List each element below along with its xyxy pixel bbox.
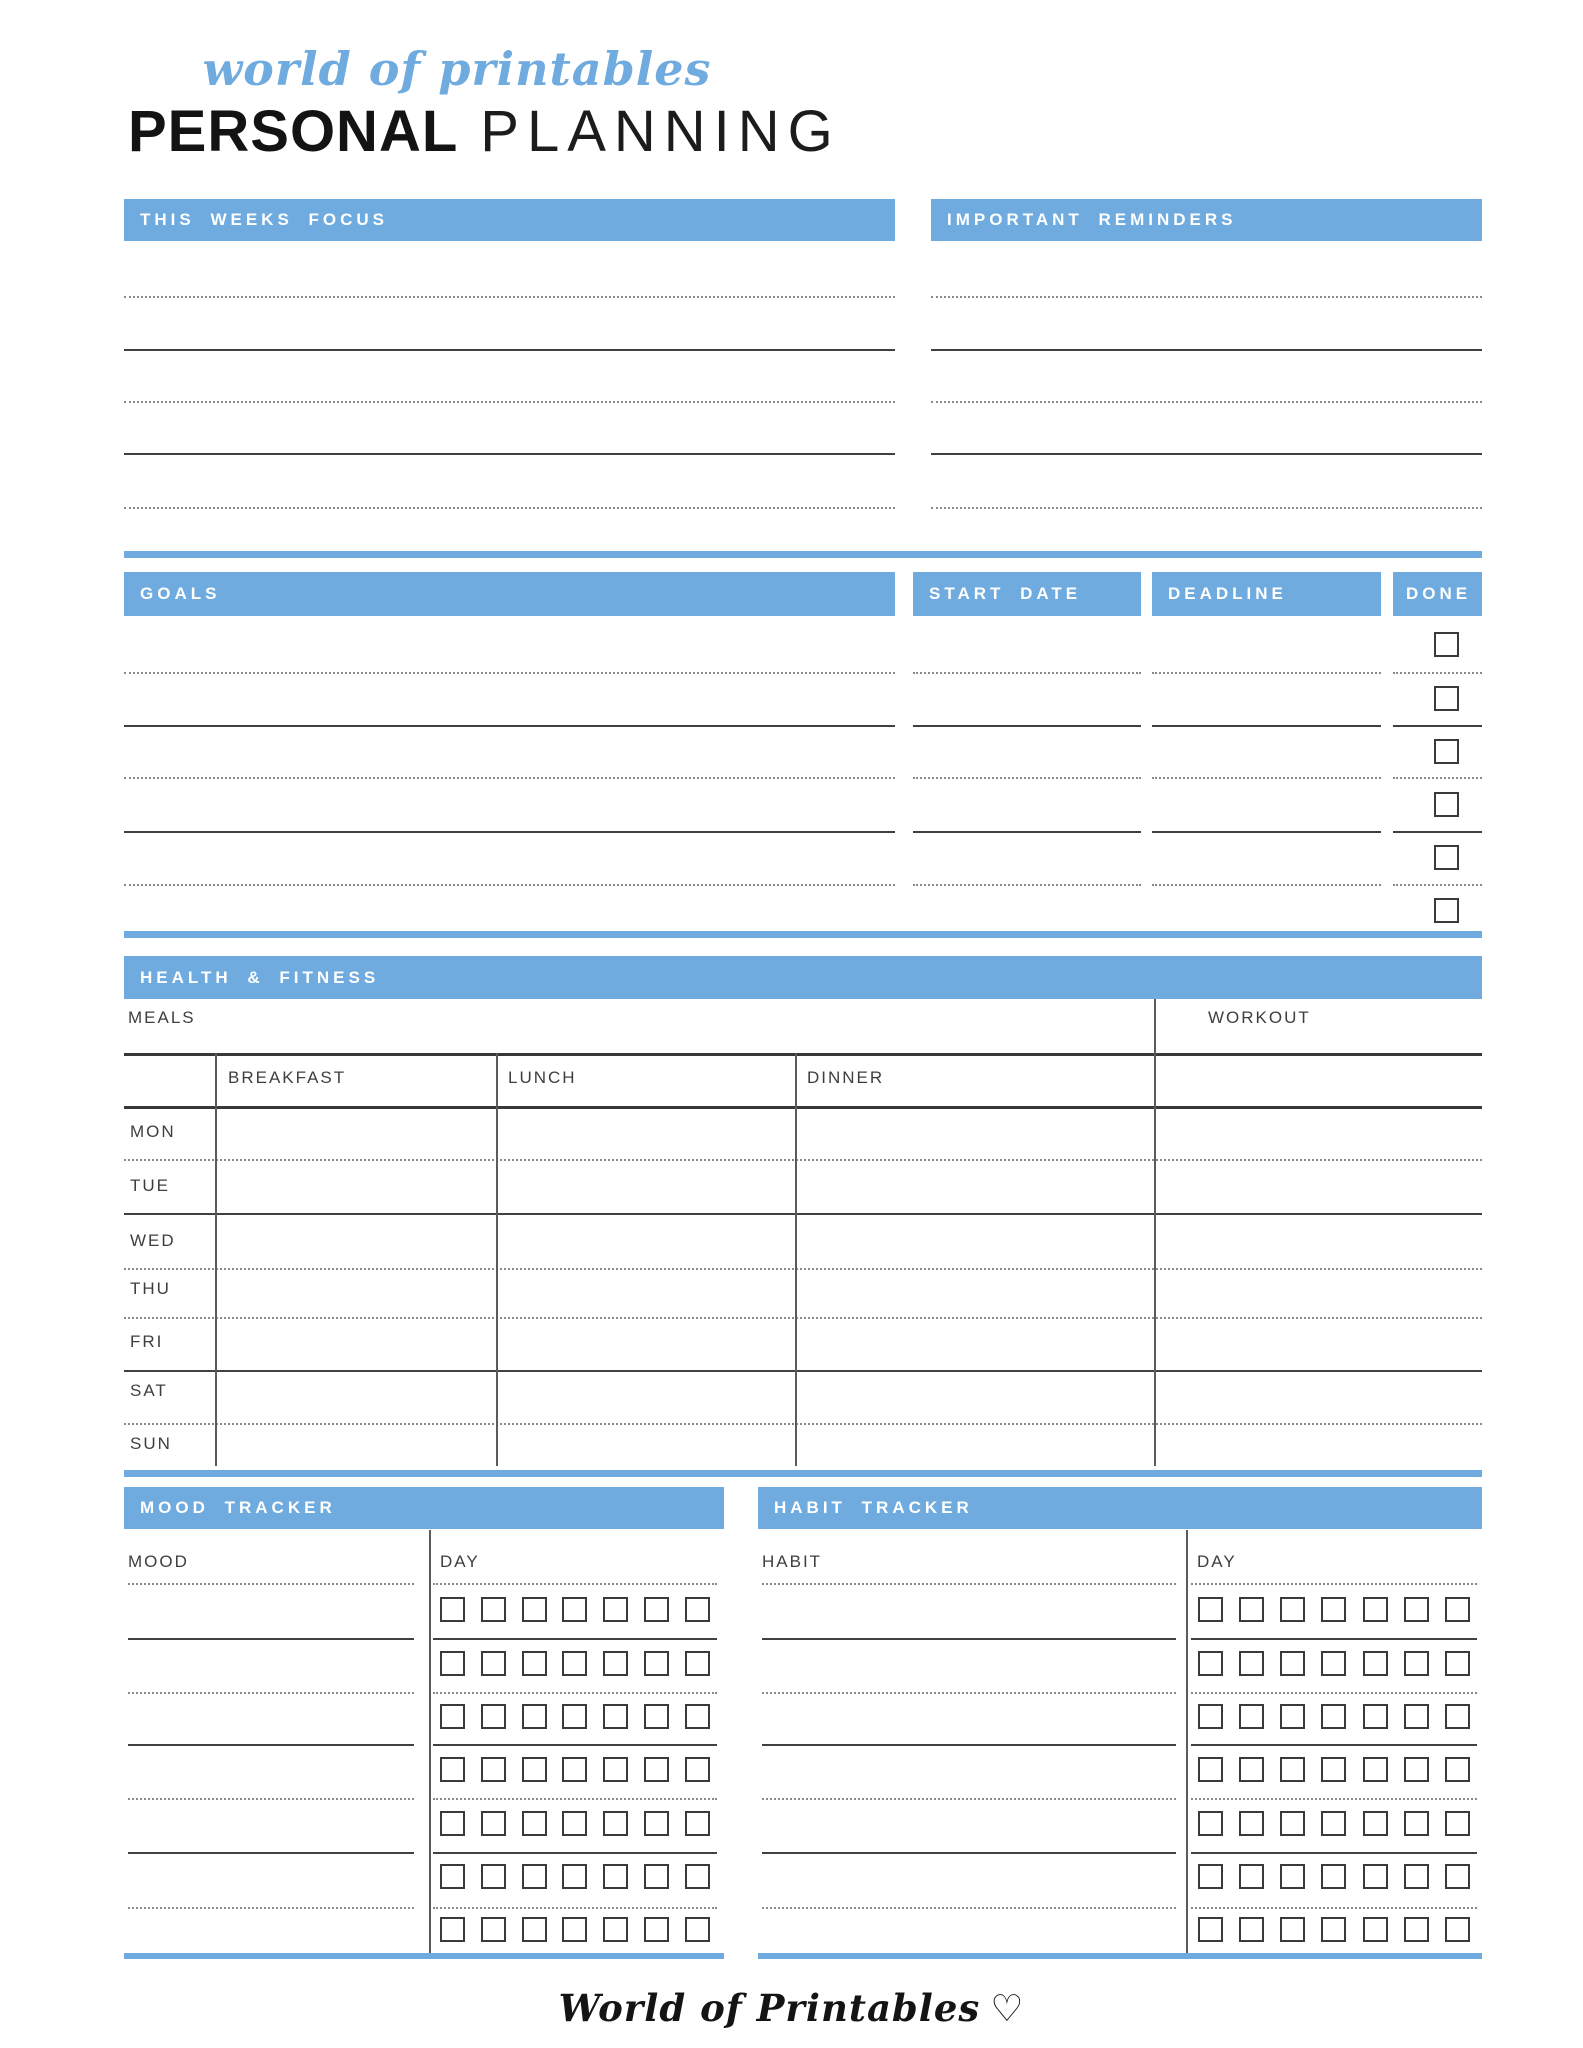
mood-day-column-label: DAY (440, 1552, 480, 1571)
tracker-line (433, 1692, 717, 1694)
mood-day-checkbox[interactable] (644, 1597, 669, 1622)
tracker-line (433, 1744, 717, 1746)
goal-done-checkbox[interactable] (1434, 739, 1459, 764)
habit-tracker-header: HABIT TRACKER (758, 1487, 1482, 1529)
mood-day-checkbox[interactable] (481, 1864, 506, 1889)
day-row-label-sat: SAT (130, 1381, 168, 1400)
habit-day-checkbox[interactable] (1445, 1917, 1470, 1942)
goal-writing-line (124, 777, 895, 779)
tracker-line (1191, 1907, 1477, 1909)
writing-line (124, 296, 895, 298)
page-title-bold: PERSONAL (128, 99, 459, 164)
column-divider-line (429, 1530, 431, 1953)
breakfast-column-label: BREAKFAST (228, 1068, 347, 1087)
goal-writing-line (1393, 777, 1482, 779)
habit-day-checkbox[interactable] (1445, 1704, 1470, 1729)
habit-day-checkbox[interactable] (1321, 1811, 1346, 1836)
mood-day-checkbox[interactable] (562, 1811, 587, 1836)
day-row-label-thu: THU (130, 1279, 171, 1298)
meal-table-line (124, 1317, 1482, 1319)
mood-day-checkbox[interactable] (603, 1597, 628, 1622)
habit-day-checkbox[interactable] (1239, 1811, 1264, 1836)
checkbox-row (1198, 1704, 1470, 1729)
habit-day-checkbox[interactable] (1445, 1864, 1470, 1889)
dinner-column-label: DINNER (807, 1068, 885, 1087)
mood-day-checkbox[interactable] (685, 1864, 710, 1889)
day-row-label-fri: FRI (130, 1332, 164, 1351)
column-divider-line (1154, 999, 1156, 1466)
habit-day-checkbox[interactable] (1280, 1917, 1305, 1942)
goal-done-checkbox[interactable] (1434, 632, 1459, 657)
habit-day-checkbox[interactable] (1280, 1704, 1305, 1729)
habit-day-checkbox[interactable] (1198, 1811, 1223, 1836)
tracker-line (1191, 1744, 1477, 1746)
mood-day-checkbox[interactable] (562, 1917, 587, 1942)
mood-day-checkbox[interactable] (685, 1597, 710, 1622)
tracker-line (433, 1852, 717, 1854)
habit-day-checkbox[interactable] (1239, 1864, 1264, 1889)
mood-day-checkbox[interactable] (440, 1811, 465, 1836)
mood-day-checkbox[interactable] (603, 1704, 628, 1729)
section-divider (124, 1470, 1482, 1477)
mood-day-checkbox[interactable] (440, 1757, 465, 1782)
mood-day-checkbox[interactable] (603, 1917, 628, 1942)
habit-day-checkbox[interactable] (1239, 1704, 1264, 1729)
habit-day-checkbox[interactable] (1404, 1597, 1429, 1622)
goal-writing-line (1152, 831, 1381, 833)
writing-line (931, 453, 1482, 455)
checkbox-row (440, 1704, 710, 1729)
habit-day-checkbox[interactable] (1404, 1864, 1429, 1889)
goal-writing-line (124, 725, 895, 727)
mood-day-checkbox[interactable] (440, 1864, 465, 1889)
mood-day-checkbox[interactable] (562, 1651, 587, 1676)
lunch-column-label: LUNCH (508, 1068, 577, 1087)
habit-day-checkbox[interactable] (1321, 1864, 1346, 1889)
mood-day-checkbox[interactable] (644, 1917, 669, 1942)
tracker-line (1191, 1583, 1477, 1585)
meal-table-line (124, 1423, 1482, 1425)
goal-writing-line (1152, 725, 1381, 727)
checkbox-row (440, 1917, 710, 1942)
mood-day-checkbox[interactable] (522, 1757, 547, 1782)
goal-writing-line (124, 672, 895, 674)
goals-header: GOALS (124, 572, 895, 616)
habit-day-checkbox[interactable] (1321, 1597, 1346, 1622)
goal-writing-line (124, 831, 895, 833)
tracker-line (128, 1852, 414, 1854)
habit-day-checkbox[interactable] (1239, 1757, 1264, 1782)
brand-script-logo: world of printables (202, 42, 712, 96)
tracker-line (1191, 1638, 1477, 1640)
workout-label: WORKOUT (1208, 1008, 1311, 1027)
mood-day-checkbox[interactable] (603, 1651, 628, 1676)
tracker-line (762, 1798, 1176, 1800)
day-row-label-mon: MON (130, 1122, 176, 1141)
checkbox-row (440, 1757, 710, 1782)
mood-day-checkbox[interactable] (644, 1651, 669, 1676)
habit-tracker-bottom-bar (758, 1953, 1482, 1959)
mood-day-checkbox[interactable] (481, 1917, 506, 1942)
tracker-line (1191, 1798, 1477, 1800)
habit-day-checkbox[interactable] (1363, 1704, 1388, 1729)
mood-day-checkbox[interactable] (522, 1597, 547, 1622)
start-date-header: START DATE (913, 572, 1141, 616)
mood-day-checkbox[interactable] (685, 1704, 710, 1729)
done-header: DONE (1393, 572, 1482, 616)
goal-done-checkbox[interactable] (1434, 686, 1459, 711)
tracker-line (762, 1692, 1176, 1694)
mood-day-checkbox[interactable] (522, 1651, 547, 1676)
goal-done-checkbox[interactable] (1434, 845, 1459, 870)
habit-day-checkbox[interactable] (1363, 1917, 1388, 1942)
tracker-line (762, 1907, 1176, 1909)
mood-day-checkbox[interactable] (481, 1597, 506, 1622)
habit-day-checkbox[interactable] (1321, 1651, 1346, 1676)
writing-line (931, 401, 1482, 403)
important-reminders-header: IMPORTANT REMINDERS (931, 199, 1482, 241)
checkbox-row (1198, 1864, 1470, 1889)
checkbox-row (440, 1651, 710, 1676)
habit-day-column-label: DAY (1197, 1552, 1237, 1571)
goal-writing-line (1152, 672, 1381, 674)
mood-day-checkbox[interactable] (644, 1811, 669, 1836)
tracker-line (1191, 1692, 1477, 1694)
footer-logo-text: World of Printables (558, 1986, 981, 2030)
habit-day-checkbox[interactable] (1198, 1864, 1223, 1889)
mood-day-checkbox[interactable] (685, 1811, 710, 1836)
goal-done-checkbox[interactable] (1434, 898, 1459, 923)
habit-day-checkbox[interactable] (1363, 1811, 1388, 1836)
mood-day-checkbox[interactable] (522, 1704, 547, 1729)
meal-table-line (124, 1106, 1482, 1109)
tracker-line (762, 1583, 1176, 1585)
page-title-light: PLANNING (480, 99, 841, 164)
mood-tracker-bottom-bar (124, 1953, 724, 1959)
writing-line (124, 349, 895, 351)
column-divider-line (795, 1053, 797, 1466)
section-divider (124, 551, 1482, 558)
tracker-line (128, 1744, 414, 1746)
checkbox-row (440, 1597, 710, 1622)
habit-day-checkbox[interactable] (1445, 1757, 1470, 1782)
habit-day-checkbox[interactable] (1198, 1597, 1223, 1622)
goal-writing-line (124, 884, 895, 886)
mood-day-checkbox[interactable] (481, 1811, 506, 1836)
habit-day-checkbox[interactable] (1363, 1597, 1388, 1622)
habit-day-checkbox[interactable] (1198, 1917, 1223, 1942)
habit-day-checkbox[interactable] (1404, 1757, 1429, 1782)
mood-day-checkbox[interactable] (685, 1757, 710, 1782)
mood-day-checkbox[interactable] (481, 1757, 506, 1782)
mood-day-checkbox[interactable] (603, 1757, 628, 1782)
writing-line (931, 349, 1482, 351)
writing-line (124, 453, 895, 455)
checkbox-row (440, 1864, 710, 1889)
habit-day-checkbox[interactable] (1404, 1811, 1429, 1836)
habit-day-checkbox[interactable] (1239, 1917, 1264, 1942)
checkbox-row (1198, 1811, 1470, 1836)
heart-icon: ♡ (990, 1986, 1025, 2030)
goal-writing-line (913, 884, 1141, 886)
mood-day-checkbox[interactable] (644, 1864, 669, 1889)
mood-column-label: MOOD (128, 1552, 189, 1571)
meals-label: MEALS (128, 1008, 196, 1027)
habit-day-checkbox[interactable] (1321, 1757, 1346, 1782)
mood-day-checkbox[interactable] (440, 1597, 465, 1622)
tracker-line (128, 1907, 414, 1909)
checkbox-row (1198, 1597, 1470, 1622)
section-divider (124, 931, 1482, 938)
mood-day-checkbox[interactable] (562, 1757, 587, 1782)
habit-day-checkbox[interactable] (1404, 1651, 1429, 1676)
mood-day-checkbox[interactable] (685, 1917, 710, 1942)
mood-day-checkbox[interactable] (522, 1917, 547, 1942)
habit-day-checkbox[interactable] (1321, 1917, 1346, 1942)
habit-day-checkbox[interactable] (1280, 1597, 1305, 1622)
day-row-label-tue: TUE (130, 1176, 170, 1195)
meal-table-line (124, 1159, 1482, 1161)
writing-line (931, 296, 1482, 298)
mood-day-checkbox[interactable] (603, 1811, 628, 1836)
checkbox-row (440, 1811, 710, 1836)
checkbox-row (1198, 1651, 1470, 1676)
footer-logo (0, 1986, 1583, 2030)
meal-table-line (124, 1268, 1482, 1270)
health-fitness-header: HEALTH & FITNESS (124, 956, 1482, 999)
habit-day-checkbox[interactable] (1363, 1757, 1388, 1782)
habit-day-checkbox[interactable] (1404, 1917, 1429, 1942)
tracker-line (433, 1907, 717, 1909)
goal-done-checkbox[interactable] (1434, 792, 1459, 817)
habit-day-checkbox[interactable] (1404, 1704, 1429, 1729)
checkbox-row (1198, 1757, 1470, 1782)
goal-writing-line (1152, 777, 1381, 779)
mood-day-checkbox[interactable] (562, 1704, 587, 1729)
goal-writing-line (1393, 672, 1482, 674)
mood-day-checkbox[interactable] (440, 1704, 465, 1729)
tracker-line (433, 1638, 717, 1640)
checkbox-row (1198, 1917, 1470, 1942)
tracker-line (128, 1798, 414, 1800)
habit-day-checkbox[interactable] (1363, 1864, 1388, 1889)
tracker-line (1191, 1852, 1477, 1854)
tracker-line (128, 1638, 414, 1640)
mood-day-checkbox[interactable] (562, 1864, 587, 1889)
day-row-label-sun: SUN (130, 1434, 172, 1453)
mood-day-checkbox[interactable] (440, 1651, 465, 1676)
goal-writing-line (913, 831, 1141, 833)
writing-line (124, 401, 895, 403)
mood-day-checkbox[interactable] (481, 1651, 506, 1676)
habit-day-checkbox[interactable] (1280, 1757, 1305, 1782)
mood-tracker-header: MOOD TRACKER (124, 1487, 724, 1529)
goal-writing-line (913, 777, 1141, 779)
column-divider-line (215, 1053, 217, 1466)
habit-day-checkbox[interactable] (1363, 1651, 1388, 1676)
habit-day-checkbox[interactable] (1198, 1651, 1223, 1676)
goal-writing-line (1152, 884, 1381, 886)
tracker-line (433, 1798, 717, 1800)
habit-day-checkbox[interactable] (1239, 1651, 1264, 1676)
habit-day-checkbox[interactable] (1321, 1704, 1346, 1729)
deadline-header: DEADLINE (1152, 572, 1381, 616)
tracker-line (762, 1852, 1176, 1854)
writing-line (931, 507, 1482, 509)
tracker-line (762, 1638, 1176, 1640)
habit-day-checkbox[interactable] (1445, 1597, 1470, 1622)
this-weeks-focus-header: THIS WEEKS FOCUS (124, 199, 895, 241)
tracker-line (762, 1744, 1176, 1746)
writing-line (124, 507, 895, 509)
goal-writing-line (1393, 725, 1482, 727)
meal-table-line (124, 1213, 1482, 1215)
mood-day-checkbox[interactable] (685, 1651, 710, 1676)
habit-day-checkbox[interactable] (1445, 1651, 1470, 1676)
column-divider-line (496, 1053, 498, 1466)
habit-day-checkbox[interactable] (1239, 1597, 1264, 1622)
goal-writing-line (1393, 831, 1482, 833)
mood-day-checkbox[interactable] (440, 1917, 465, 1942)
tracker-line (128, 1583, 414, 1585)
column-divider-line (1186, 1530, 1188, 1953)
habit-day-checkbox[interactable] (1198, 1704, 1223, 1729)
goal-writing-line (1393, 884, 1482, 886)
goal-writing-line (913, 725, 1141, 727)
page-title (128, 100, 841, 164)
habit-day-checkbox[interactable] (1280, 1651, 1305, 1676)
habit-day-checkbox[interactable] (1445, 1811, 1470, 1836)
mood-day-checkbox[interactable] (603, 1864, 628, 1889)
mood-day-checkbox[interactable] (644, 1704, 669, 1729)
mood-day-checkbox[interactable] (481, 1704, 506, 1729)
habit-day-checkbox[interactable] (1198, 1757, 1223, 1782)
meal-table-line (124, 1053, 1482, 1056)
habit-day-checkbox[interactable] (1280, 1811, 1305, 1836)
mood-day-checkbox[interactable] (522, 1864, 547, 1889)
tracker-line (128, 1692, 414, 1694)
day-row-label-wed: WED (130, 1231, 176, 1250)
meal-table-line (124, 1370, 1482, 1372)
tracker-line (433, 1583, 717, 1585)
goal-writing-line (913, 672, 1141, 674)
habit-column-label: HABIT (762, 1552, 823, 1571)
mood-day-checkbox[interactable] (562, 1597, 587, 1622)
habit-day-checkbox[interactable] (1280, 1864, 1305, 1889)
mood-day-checkbox[interactable] (522, 1811, 547, 1836)
mood-day-checkbox[interactable] (644, 1757, 669, 1782)
